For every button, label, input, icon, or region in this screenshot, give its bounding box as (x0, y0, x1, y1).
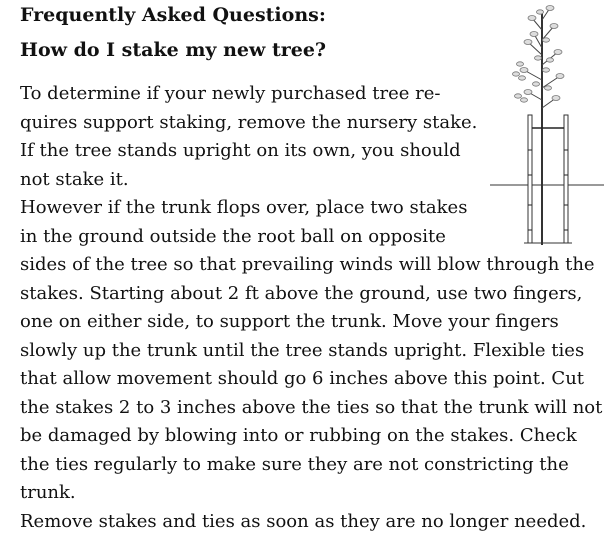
answer-line: one on either side, to support the trunk. Move your fingers (20, 311, 559, 332)
answer-line: the ties regularly to make sure they are not constricting the (20, 453, 569, 475)
answer-line: sides of the tree so that prevailing winds will blow through the (20, 254, 595, 275)
answer-line: stakes. Starting about 2 ft above the ground, use two fingers, (20, 282, 583, 304)
answer-line: If the tree stands upright on its own, you should (20, 140, 461, 161)
answer-line: To determine if your newly purchased tree re- (20, 83, 441, 104)
answer-line: that allow movement should go 6 inches above this point. Cut (20, 368, 585, 389)
answer-line: the stakes 2 to 3 inches above the ties so that the trunk will not (20, 396, 603, 418)
answer-line: Remove stakes and ties as soon as they are no longer needed. (20, 510, 587, 532)
answer-line: in the ground outside the root ball on opposite (20, 225, 446, 247)
answer-line: be damaged by blowing into or rubbing on the stakes. Check (20, 425, 577, 446)
faq-heading: Frequently Asked Questions: (20, 4, 326, 26)
staked-tree-icon (488, 0, 606, 250)
answer-line: quires support staking, remove the nursery stake. (20, 111, 478, 133)
answer-line: slowly up the trunk until the tree stands upright. Flexible ties (20, 339, 585, 361)
question-title: How do I stake my new tree? (20, 39, 327, 61)
answer-line: However if the trunk flops over, place two stakes (20, 197, 468, 218)
answer-line: not stake it. (20, 168, 129, 190)
answer-line: trunk. (20, 482, 76, 503)
